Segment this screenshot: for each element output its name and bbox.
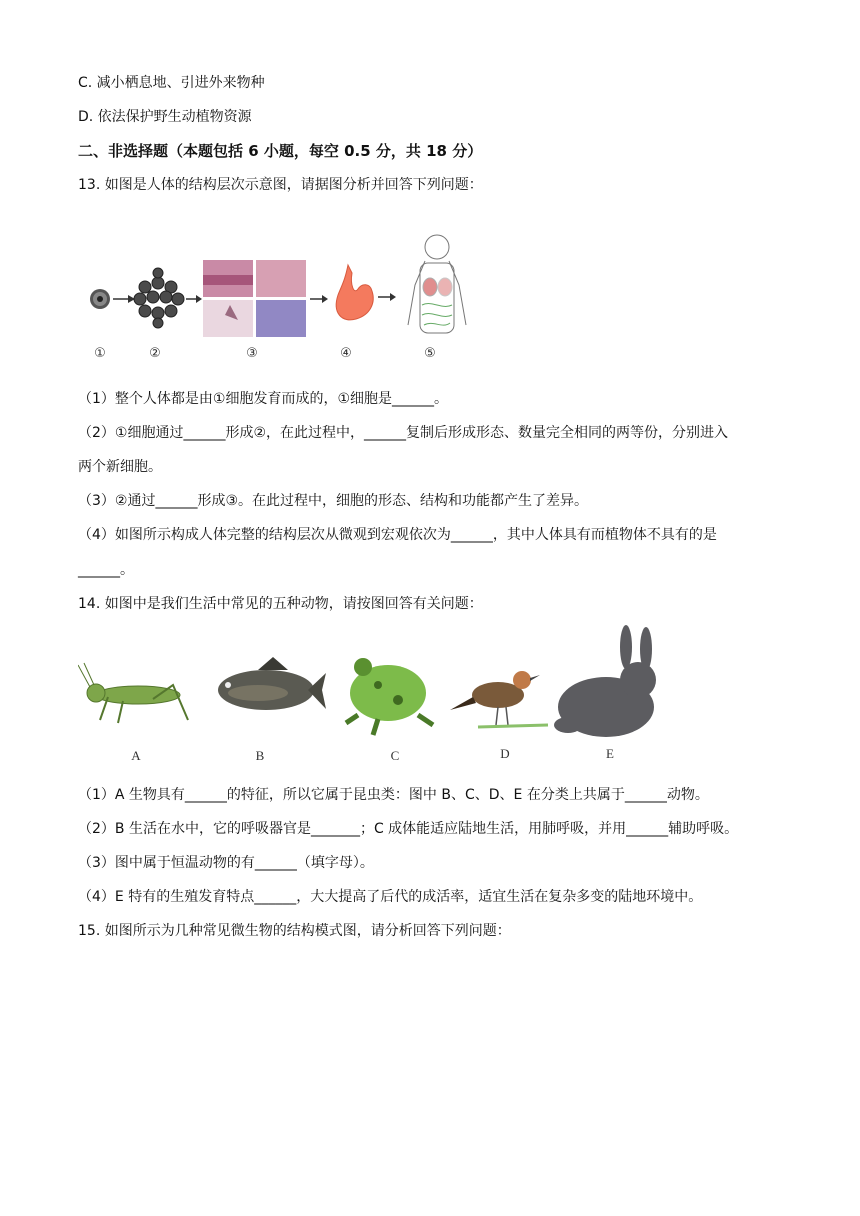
q15-stem: 15. 如图所示为几种常见微生物的结构模式图，请分析回答下列问题： xyxy=(78,923,511,939)
q13-label-4: ④ xyxy=(340,346,352,361)
animals-figure xyxy=(78,625,678,770)
human-body-illustration xyxy=(408,235,466,333)
tissues-illustration xyxy=(203,260,306,337)
q14-stem: 14. 如图中是我们生活中常见的五种动物，请按图回答有关问题： xyxy=(78,596,483,612)
option-c: C. 减小栖息地、引进外来物种 xyxy=(78,75,265,91)
q13-sub2-line1: （2）①细胞通过______形成②，在此过程中，______复制后形成形态、数量完全相同的两等份，分别进入 xyxy=(78,425,729,441)
stomach-illustration xyxy=(336,265,373,320)
q14-sub4: （4）E 特有的生殖发育特点______，大大提高了后代的成活率，适宜生活在复杂多变的陆地环境中。 xyxy=(78,889,703,905)
q13-sub1: （1）整个人体都是由①细胞发育而成的，①细胞是______。 xyxy=(78,391,449,407)
q14-label-a: A xyxy=(131,748,141,763)
q14-label-e: E xyxy=(606,746,614,761)
q13-sub2-line2: 两个新细胞。 xyxy=(78,459,162,475)
frog-illustration xyxy=(346,658,433,735)
q14-label-c: C xyxy=(390,748,400,763)
q14-sub2: （2）B 生活在水中，它的呼吸器官是_______；C 成体能适应陆地生活，用肺呼吸，并用______辅助呼吸。 xyxy=(78,821,739,837)
q14-label-b: B xyxy=(255,748,265,763)
rabbit-illustration xyxy=(554,625,656,737)
q14-sub1: （1）A 生物具有______的特征，所以它属于昆虫类：图中 B、C、D、E 在分类上共属于______动物。 xyxy=(78,787,709,803)
arrow-2 xyxy=(186,295,202,303)
q13-sub4-line2: ______。 xyxy=(78,562,134,578)
arrow-3 xyxy=(310,295,328,303)
q13-label-3: ③ xyxy=(246,346,258,361)
cell-cluster-illustration xyxy=(134,268,184,328)
section-heading: 二、非选择题（本题包括 6 小题，每空 0.5 分，共 18 分） xyxy=(78,142,483,160)
fish-illustration xyxy=(218,657,326,710)
q13-label-1: ① xyxy=(94,346,106,361)
cell-illustration xyxy=(90,289,110,309)
option-d: D. 依法保护野生动植物资源 xyxy=(78,109,252,125)
q13-label-2: ② xyxy=(149,346,161,361)
bird-illustration xyxy=(450,671,548,727)
q14-label-d: D xyxy=(500,746,510,761)
body-structure-figure xyxy=(80,225,480,365)
q13-sub3: （3）②通过______形成③。在此过程中，细胞的形态、结构和功能都产生了差异。 xyxy=(78,493,589,509)
q14-sub3: （3）图中属于恒温动物的有______（填字母）。 xyxy=(78,855,374,871)
q13-sub4-line1: （4）如图所示构成人体完整的结构层次从微观到宏观依次为______，其中人体具有而植物体不具有的是 xyxy=(78,527,717,543)
arrow-1 xyxy=(113,295,135,303)
q13-label-5: ⑤ xyxy=(424,346,436,361)
q13-stem: 13. 如图是人体的结构层次示意图，请据图分析并回答下列问题： xyxy=(78,177,483,193)
arrow-4 xyxy=(378,293,396,301)
grasshopper-illustration xyxy=(78,663,188,723)
